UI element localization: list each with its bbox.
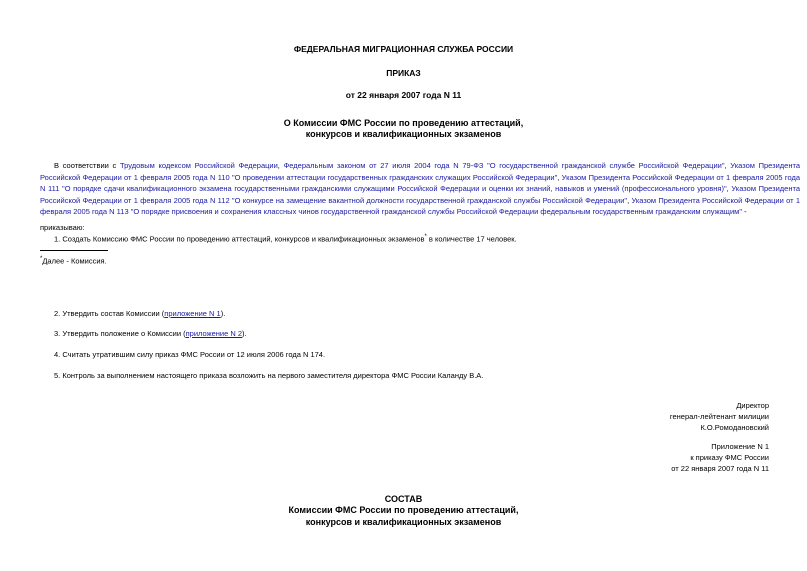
appendix-reference	[671, 441, 769, 474]
appendix-title-line1: СОСТАВ	[384, 494, 423, 504]
link-decree-113[interactable]: Указом Президента Российской Федерации от 1 февраля 2005 года N 113 "О порядке присвоения и сохранения классных чинов государственной гражданской службы Российской Федерации федеральным государственным гражданским служащим"	[40, 195, 800, 217]
order-word: приказываю:	[40, 223, 85, 232]
agency-heading: ФЕДЕРАЛЬНАЯ МИГРАЦИОННАЯ СЛУЖБА РОССИИ	[293, 44, 514, 54]
appendix-title-line2: Комиссии ФМС России по проведению аттестаций,	[288, 505, 519, 516]
document-title-line1: О Комиссии ФМС России по проведению аттестаций,	[283, 118, 524, 128]
preamble-paragraph	[40, 160, 800, 218]
footnote	[40, 256, 107, 266]
item-3	[54, 329, 247, 339]
link-appendix-2[interactable]: приложение N 2	[185, 329, 243, 338]
item-1	[54, 234, 517, 244]
footnote-divider	[40, 250, 108, 251]
item-2-text: 2. Утвердить состав Комиссии (	[54, 309, 165, 318]
document-date-number: от 22 января 2007 года N 11	[345, 90, 462, 100]
appendix-ref-line1: Приложение N 1	[711, 442, 769, 451]
footnote-mark: *	[40, 256, 43, 262]
footnote-text: Далее - Комиссия.	[42, 256, 107, 266]
link-appendix-1[interactable]: приложение N 1	[164, 309, 221, 318]
item-1-text: 1. Создать Комиссию ФМС России по проведению аттестаций, конкурсов и квалификационных экзаменов	[54, 234, 425, 244]
preamble-text: ,	[277, 161, 284, 170]
preamble-text: ,	[726, 184, 732, 194]
document-title-line2: конкурсов и квалификационных экзаменов	[305, 129, 502, 140]
link-decree-111[interactable]: Указом Президента Российской Федерации от 1 февраля 2005 года N 111 "О порядке сдачи квалификационного экзамена государственными гражданскими служащими Российской Федерации и оценки их знаний, навыков и умений (профессионального уровня)"	[40, 172, 800, 194]
appendix-title	[0, 494, 807, 528]
footnote-marker[interactable]: *	[424, 234, 427, 240]
signature-name: К.О.Ромодановский	[700, 423, 769, 432]
appendix-title-line3: конкурсов и квалификационных экзаменов	[305, 516, 502, 527]
link-federal-law-79[interactable]: Федеральным законом от 27 июля 2004 года N 79-ФЗ "О государственной гражданской службе Российской Федерации"	[283, 161, 725, 170]
item-4: 4. Считать утратившим силу приказ ФМС России от 12 июля 2006 года N 174.	[54, 350, 326, 359]
link-decree-110[interactable]: Указом Президента Российской Федерации от 1 февраля 2005 года N 110 "О проведении аттестации государственных гражданских служащих Российской Федерации"	[40, 161, 801, 182]
preamble-text: ,	[557, 172, 562, 182]
appendix-ref-line3: от 22 января 2007 года N 11	[671, 464, 769, 473]
preamble-text: ,	[627, 195, 632, 205]
signature-position: Директор	[736, 401, 769, 410]
preamble-text: -	[741, 207, 747, 217]
item-1-tail: в количестве 17 человек.	[426, 234, 517, 244]
link-decree-112[interactable]: Указом Президента Российской Федерации от 1 февраля 2005 года N 112 "О конкурсе на замещение вакантной должности государственной гражданской службы Российской Федерации"	[40, 184, 800, 205]
preamble-text: ,	[724, 161, 731, 170]
document-title	[0, 118, 807, 141]
signature-block	[670, 400, 769, 433]
document-type: ПРИКАЗ	[386, 68, 421, 78]
item-2	[54, 309, 225, 319]
item-2-tail: ).	[220, 309, 226, 318]
signature-rank: генерал-лейтенант милиции	[669, 412, 769, 421]
preamble-text: В соответствии с	[54, 161, 120, 170]
item-3-tail: ).	[242, 329, 247, 338]
link-labor-code[interactable]: Трудовым кодексом Российской Федерации	[119, 161, 278, 170]
item-3-text: 3. Утвердить положение о Комиссии (	[54, 329, 186, 338]
appendix-ref-line2: к приказу ФМС России	[690, 453, 769, 462]
item-5: 5. Контроль за выполнением настоящего приказа возложить на первого заместителя директора ФМС России Каланду В.А.	[54, 371, 484, 380]
